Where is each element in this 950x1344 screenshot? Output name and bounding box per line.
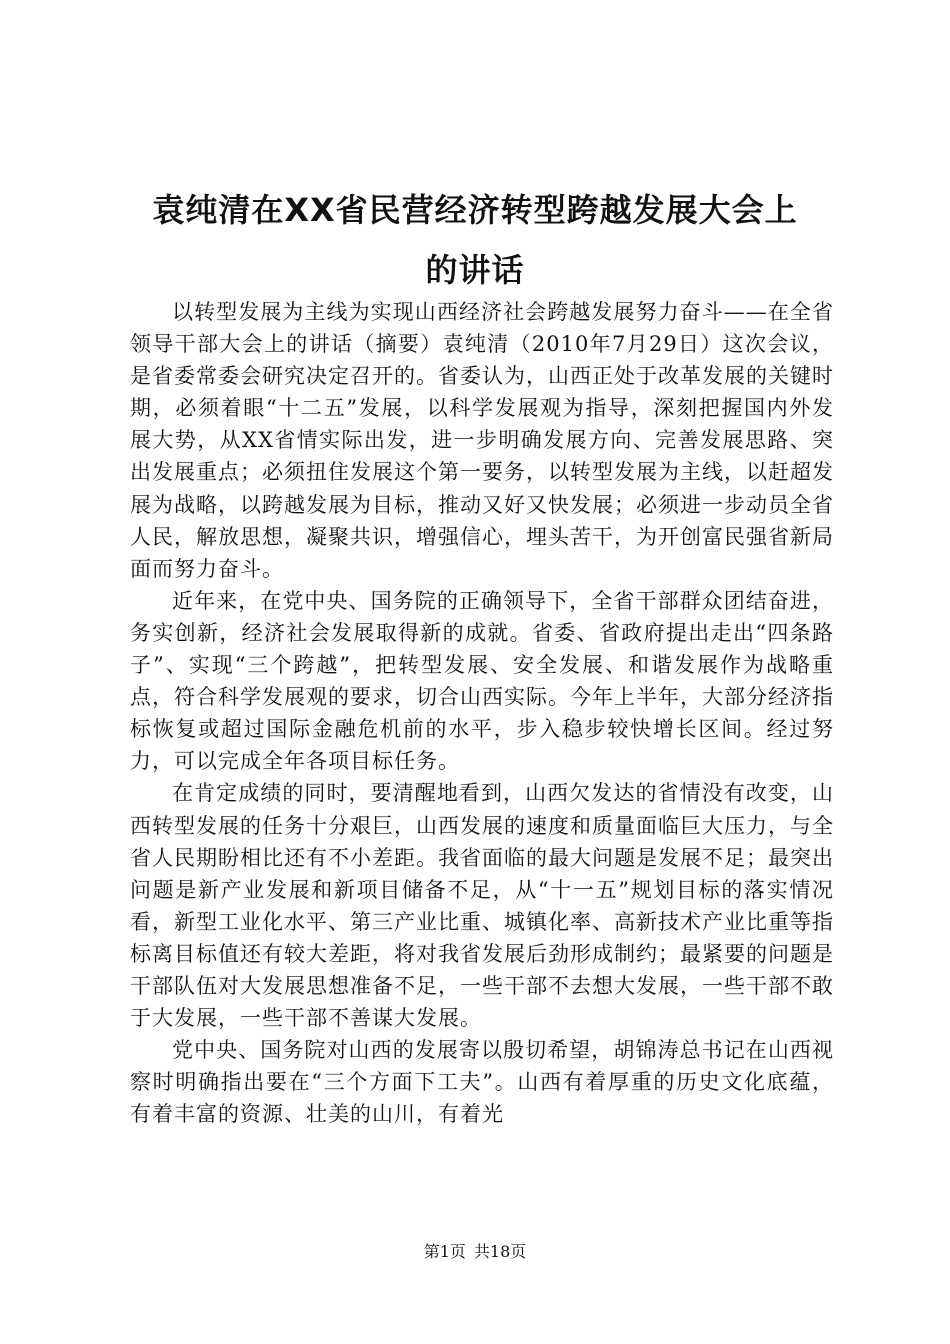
document-title — [100, 180, 850, 300]
page-number: 第1页 — [423, 1242, 466, 1261]
page-total: 共18页 — [473, 1242, 527, 1261]
title-line-1: 袁纯清在XX省民营经济转型跨越发展大会上 — [152, 191, 798, 229]
title-line-2: 的讲话 — [425, 251, 525, 289]
paragraph-2: 近年来，在党中央、国务院的正确领导下，全省干部群众团结奋进，务实创新，经济社会发展取得新的成就。省委、省政府提出走出“四条路子”、实现“三个跨越”，把转型发展、安全发展、和谐发展作为战略重点，符合科学发展观的要求，切合山西实际。今年上半年，大部分经济指标恢复或超过国际金融危机前的水平，步入稳步较快增长区间。经过努力，可以完成全年各项目标任务。 — [130, 588, 834, 774]
page-footer — [0, 1240, 950, 1264]
paragraph-4: 党中央、国务院对山西的发展寄以殷切希望，胡锦涛总书记在山西视察时明确指出要在“三个方面下工夫”。山西有着厚重的历史文化底蕴，有着丰富的资源、壮美的山川，有着光 — [130, 1038, 834, 1127]
document-body — [130, 296, 834, 1130]
paragraph-3: 在肯定成绩的同时，要清醒地看到，山西欠发达的省情没有改变，山西转型发展的任务十分艰巨，山西发展的速度和质量面临巨大压力，与全省人民期盼相比还有不小差距。我省面临的最大问题是发展不足；最突出问题是新产业发展和新项目储备不足，从“十一五”规划目标的落实情况看，新型工业化水平、第三产业比重、城镇化率、高新技术产业比重等指标离目标值还有较大差距，将对我省发展后劲形成制约；最紧要的问题是干部队伍对大发展思想准备不足，一些干部不去想大发展，一些干部不敢于大发展，一些干部不善谋大发展。 — [130, 781, 834, 1031]
paragraph-1: 以转型发展为主线为实现山西经济社会跨越发展努力奋斗——在全省领导干部大会上的讲话（摘要）袁纯清（2010年7月29日）这次会议，是省委常委会研究决定召开的。省委认为，山西正处于改革发展的关键时期，必须着眼“十二五”发展，以科学发展观为指导，深刻把握国内外发展大势，从XX省情实际出发，进一步明确发展方向、完善发展思路、突出发展重点；必须扭住发展这个第一要务，以转型发展为主线，以赶超发展为战略，以跨越发展为目标，推动又好又快发展；必须进一步动员全省人民，解放思想，凝聚共识，增强信心，埋头苦干，为开创富民强省新局面而努力奋斗。 — [130, 300, 834, 581]
